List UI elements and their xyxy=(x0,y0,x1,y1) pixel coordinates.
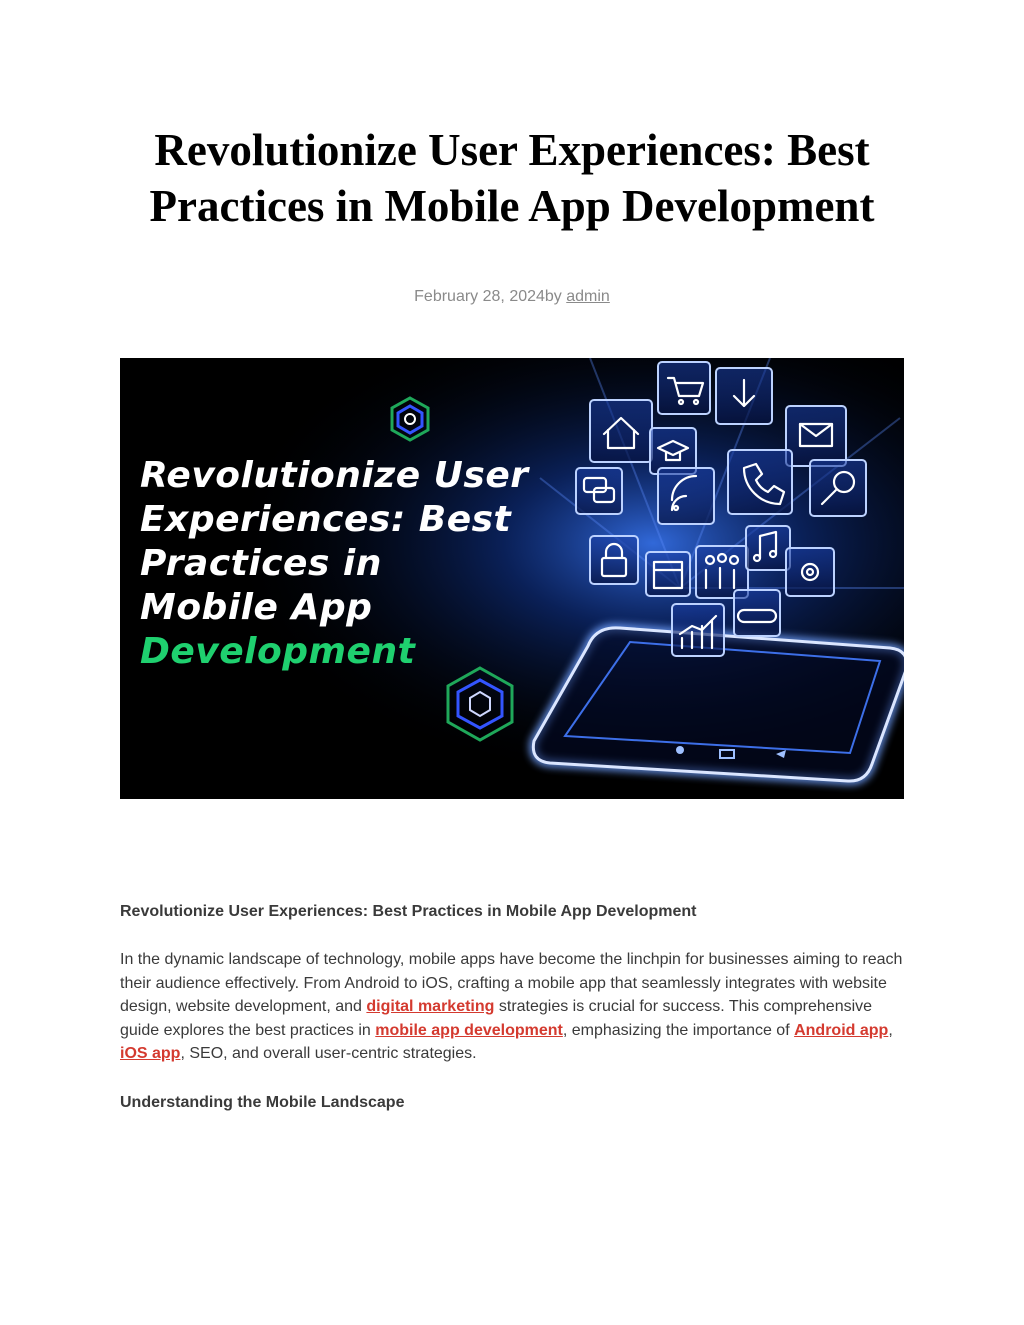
home-icon xyxy=(590,400,652,462)
chart-icon xyxy=(672,604,724,656)
calendar-icon xyxy=(646,552,690,596)
gear-icon xyxy=(786,548,834,596)
article-heading: Revolutionize User Experiences: Best Practices in Mobile App Development xyxy=(120,903,697,920)
intro-text-2: strategies is crucial for success. This comprehensive guide explores the best practices in xyxy=(120,998,873,1039)
game-controller-icon xyxy=(734,590,780,636)
intro-separator: , xyxy=(888,1021,893,1039)
ios-app-link[interactable]: iOS app xyxy=(120,1045,181,1062)
hero-line-1: Revolutionize User xyxy=(140,455,529,496)
author-link[interactable]: admin xyxy=(566,288,610,305)
hero-line-4: Mobile App xyxy=(140,587,373,628)
page-title: Revolutionize User Experiences: Best Practices in Mobile App Development xyxy=(149,125,875,231)
intro-text-1: In the dynamic landscape of technology, mobile apps have become the linchpin for businesses aiming to reach their audience effectively. From Android to iOS, crafting a mobile app that seamlessly integrates with website design, website development, and xyxy=(120,951,903,1015)
section-heading: Understanding the Mobile Landscape xyxy=(120,1093,405,1111)
hero-image xyxy=(120,358,904,799)
intro-text-4: , SEO, and overall user-centric strategies. xyxy=(180,1045,477,1062)
phone-icon xyxy=(728,450,792,514)
intro-text-3: , emphasizing the importance of xyxy=(562,1021,795,1039)
digital-marketing-link[interactable]: digital marketing xyxy=(366,998,495,1015)
post-by-label: by xyxy=(544,288,567,305)
mobile-app-development-link[interactable]: mobile app development xyxy=(375,1021,563,1039)
music-icon xyxy=(746,526,790,570)
hero-line-accent: Development xyxy=(140,631,416,672)
hero-headline xyxy=(140,454,529,674)
post-meta xyxy=(0,286,1024,308)
android-app-link[interactable]: Android app xyxy=(794,1021,889,1039)
search-icon xyxy=(810,460,866,516)
hero-line-3: Practices in xyxy=(140,543,382,584)
post-date: February 28, 2024 xyxy=(414,288,545,305)
intro-paragraph xyxy=(120,948,906,1066)
hero-line-2: Experiences: Best xyxy=(140,499,512,540)
article-body xyxy=(120,900,906,1114)
